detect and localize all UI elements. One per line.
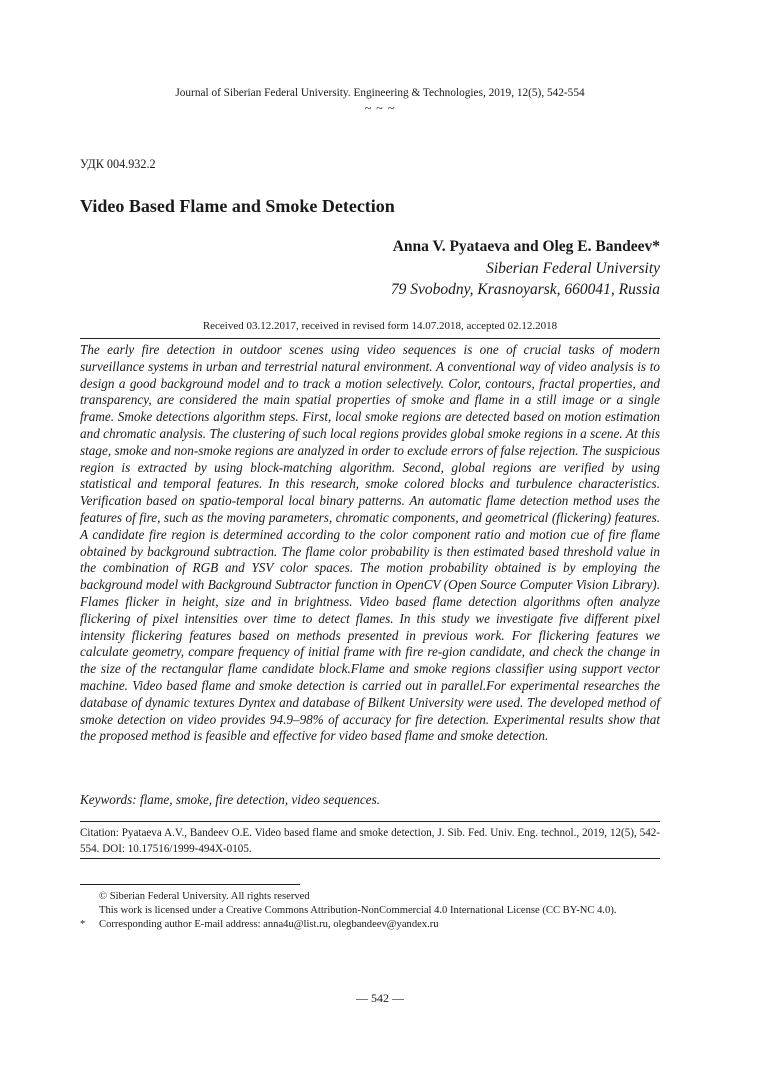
abstract: The early fire detection in outdoor scenes using video sequences is one of crucial tasks of modern surveillance systems in urban and terrestrial natural environment. A conventional way of video analysis is to design a good background model and to track a motion selectively. Color, contours, fractal properties, and transparency, are considered the main spatial properties of smoke and flame in a still image or a single frame. Smoke detections algorithm steps. First, local smoke regions are detected based on motion estimation and chromatic analysis. The clustering of such local regions provides global smoke regions in a scene. At this stage, smoke and non-smoke regions are analyzed in order to exclude errors of false rejection. The suspicious region is extracted by using block-matching algorithm. Second, global regions are verified by using statistical and temporal features. In this research, smoke colored blocks and turbulence characteristics. Verification based on spatio-temporal local binary patterns. An automatic flame detection method uses the features of fire, such as the moving parameters, chromatic components, and geometrical (flickering) features. A candidate fire region is determined according to the color component ratio and motion cue of fire flame obtained by background subtraction. The flame color probability is then estimated based threshold value in the combination of RGB and YSV color spaces. The motion probability obtained is by employing the background model with Background Subtractor function in OpenCV (Open Source Computer Vision Library). Flames flicker in height, size and in brightness. Video based flame detection algorithms often analyze flickering of pixel intensities over time to detect flames. In this study we investigate five different pixel intensity flickering features based on methods presented in previous work. For flickering features we calculate geometry, compare frequency of initial frame with fire re-gion candidate, and check the change in the size of the rectangular flame candidate block.Flame and smoke regions classifier using support vector machine. Video based flame and smoke detection is carried out in parallel.For experimental researches the database of dynamic textures Dyntex and database of Bilkent University were used. The developed method of smoke detection on video provides 94.9–98% of accuracy for fire detection. Experimental results show that the proposed method is feasible and effective for video based flame and smoke detection. [80,342,660,744]
keywords: Keywords: flame, smoke, fire detection, video sequences. [80,792,381,807]
divider-citation-bottom [80,858,660,859]
udk-code: УДК 004.932.2 [80,157,156,171]
footnote-divider [80,884,300,885]
author-block [391,236,660,301]
divider-top [80,338,660,339]
footnote-corresponding: * Corresponding author E-mail address: anna4u@list.ru, olegbandeev@yandex.ru [80,919,439,930]
footnote-license: This work is licensed under a Creative Commons Attribution-NonCommercial 4.0 International License (CC BY-NC 4.0). [99,905,617,916]
address: 79 Svobodny, Krasnoyarsk, 660041, Russia [390,281,660,298]
journal-header: Journal of Siberian Federal University. Engineering & Technologies, 2019, 12(5), 542-554 [175,87,585,99]
header-separator: ~ ~ ~ [364,101,396,115]
affiliation: Siberian Federal University [486,259,660,277]
page-number: — 542 — [356,991,404,1005]
received-dates: Received 03.12.2017, received in revised form 14.07.2018, accepted 02.12.2018 [202,320,558,332]
divider-citation-top [80,821,660,822]
footnote-marker: * [80,919,86,930]
footnote-copyright: © Siberian Federal University. All rights reserved [99,891,310,902]
paper-title: Video Based Flame and Smoke Detection [80,196,395,216]
citation: Citation: Pyataeva A.V., Bandeev O.E. Video based flame and smoke detection, J. Sib. Fed. Univ. Eng. technol., 2019, 12(5), 542-554. DOI: 10.17516/1999-494X-0105. [80,827,660,855]
author-names: Anna V. Pyataeva and Oleg E. Bandeev* [392,238,660,255]
